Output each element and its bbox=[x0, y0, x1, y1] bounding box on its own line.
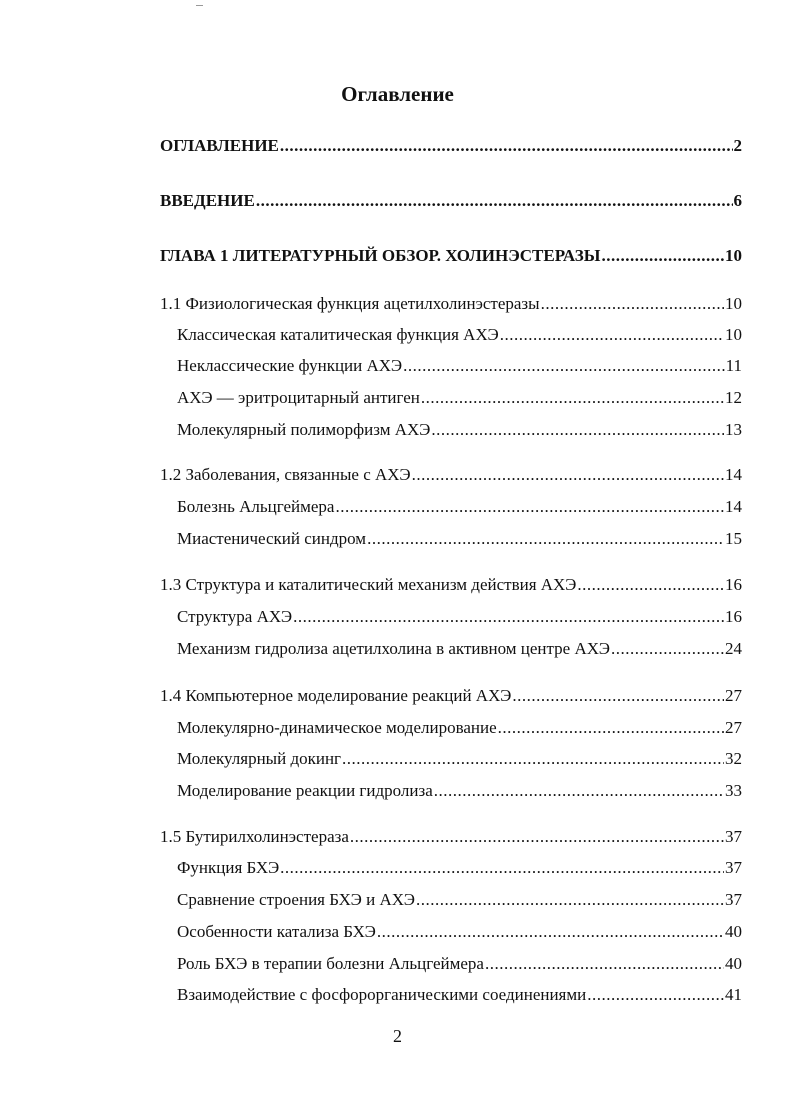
toc-entry-page: 11 bbox=[725, 356, 742, 375]
toc-entry[interactable] bbox=[160, 573, 742, 597]
toc-entry-page: 40 bbox=[725, 922, 742, 941]
toc-entry[interactable] bbox=[160, 189, 742, 213]
toc-leader-dots bbox=[350, 825, 724, 849]
toc-leader-dots bbox=[485, 952, 724, 976]
page-title: Оглавление bbox=[341, 82, 454, 106]
toc-entry-label: АХЭ — эритроцитарный антиген bbox=[177, 388, 420, 407]
toc-leader-dots bbox=[335, 495, 724, 519]
toc-entry-page: 16 bbox=[725, 575, 742, 594]
toc-entry-page: 37 bbox=[725, 890, 742, 909]
toc-entry-page: 10 bbox=[725, 325, 742, 344]
toc-entry-page: 13 bbox=[725, 420, 742, 439]
toc-entry[interactable] bbox=[177, 952, 742, 976]
toc-entry-page: 14 bbox=[725, 497, 742, 516]
toc-entry-page: 10 bbox=[725, 246, 742, 265]
toc-entry-label: Молекулярно-динамическое моделирование bbox=[177, 718, 497, 737]
toc-leader-dots bbox=[412, 463, 724, 487]
toc-leader-dots bbox=[293, 605, 724, 629]
toc-leader-dots bbox=[611, 637, 724, 661]
toc-entry-label: Классическая каталитическая функция АХЭ bbox=[177, 325, 499, 344]
page-number: 2 bbox=[393, 1026, 402, 1046]
toc-entry-label: 1.2 Заболевания, связанные с АХЭ bbox=[160, 465, 411, 484]
toc-leader-dots bbox=[403, 354, 725, 378]
toc-entry[interactable] bbox=[177, 495, 742, 519]
toc-leader-dots bbox=[587, 983, 724, 1007]
toc-entry[interactable] bbox=[177, 856, 742, 880]
toc-entry[interactable] bbox=[160, 825, 742, 849]
toc-entry[interactable] bbox=[177, 605, 742, 629]
toc-entry[interactable] bbox=[177, 779, 742, 803]
toc-entry-page: 41 bbox=[725, 985, 742, 1004]
toc-entry-label: Моделирование реакции гидролиза bbox=[177, 781, 433, 800]
toc-entry[interactable] bbox=[177, 354, 742, 378]
toc-leader-dots bbox=[500, 323, 724, 347]
toc-entry-page: 27 bbox=[725, 718, 742, 737]
toc-entry-label: Сравнение строения БХЭ и АХЭ bbox=[177, 890, 416, 909]
toc-entry-page: 37 bbox=[725, 827, 742, 846]
toc-entry-label: Взаимодействие с фосфорорганическими соединениями bbox=[177, 985, 587, 1004]
toc-entry[interactable] bbox=[177, 386, 742, 410]
toc-entry-label: ОГЛАВЛЕНИЕ bbox=[160, 136, 279, 155]
toc-entry-page: 10 bbox=[725, 294, 742, 313]
toc-entry[interactable] bbox=[177, 716, 742, 740]
toc-leader-dots bbox=[421, 386, 724, 410]
toc-leader-dots bbox=[342, 747, 724, 771]
toc-leader-dots bbox=[256, 189, 733, 213]
toc-entry-label: ГЛАВА 1 ЛИТЕРАТУРНЫЙ ОБЗОР. ХОЛИНЭСТЕРАЗЫ bbox=[160, 246, 601, 265]
toc-entry-label: Роль БХЭ в терапии болезни Альцгеймера bbox=[177, 954, 484, 973]
toc-entry-label: Особенности катализа БХЭ bbox=[177, 922, 376, 941]
toc-entry-page: 32 bbox=[725, 749, 742, 768]
toc-entry-label: 1.3 Структура и каталитический механизм действия АХЭ bbox=[160, 575, 577, 594]
toc-entry[interactable] bbox=[177, 323, 742, 347]
toc-entry[interactable] bbox=[177, 527, 742, 551]
scan-speck bbox=[196, 5, 203, 6]
toc-entry-page: 15 bbox=[725, 529, 742, 548]
toc-entry-page: 16 bbox=[725, 607, 742, 626]
toc-entry[interactable] bbox=[160, 463, 742, 487]
toc-leader-dots bbox=[498, 716, 724, 740]
toc-entry-label: 1.4 Компьютерное моделирование реакций АХЭ bbox=[160, 686, 512, 705]
toc-entry[interactable] bbox=[160, 684, 742, 708]
toc-entry-page: 14 bbox=[725, 465, 742, 484]
toc-leader-dots bbox=[431, 418, 724, 442]
toc-entry-page: 24 bbox=[725, 639, 742, 658]
toc-entry-label: Механизм гидролиза ацетилхолина в активном центре АХЭ bbox=[177, 639, 611, 658]
toc-entry[interactable] bbox=[160, 292, 742, 316]
toc-entry-label: Функция БХЭ bbox=[177, 858, 280, 877]
toc-entry-page: 37 bbox=[725, 858, 742, 877]
toc-entry-page: 40 bbox=[725, 954, 742, 973]
toc-leader-dots bbox=[280, 856, 724, 880]
toc-entry[interactable] bbox=[177, 983, 742, 1007]
toc-entry[interactable] bbox=[177, 920, 742, 944]
toc-entry-label: Молекулярный докинг bbox=[177, 749, 342, 768]
toc-entry-label: 1.1 Физиологическая функция ацетилхолинэстеразы bbox=[160, 294, 540, 313]
toc-entry[interactable] bbox=[160, 134, 742, 158]
toc-entry-page: 6 bbox=[733, 191, 742, 210]
toc-leader-dots bbox=[512, 684, 724, 708]
toc-entry-label: ВВЕДЕНИЕ bbox=[160, 191, 255, 210]
toc-leader-dots bbox=[416, 888, 724, 912]
toc-entry-label: Болезнь Альцгеймера bbox=[177, 497, 335, 516]
toc-entry-label: Миастенический синдром bbox=[177, 529, 367, 548]
toc-entry-page: 27 bbox=[725, 686, 742, 705]
toc-leader-dots bbox=[577, 573, 724, 597]
toc-entry-page: 33 bbox=[725, 781, 742, 800]
toc-entry[interactable] bbox=[177, 888, 742, 912]
toc-entry-page: 2 bbox=[733, 136, 742, 155]
toc-leader-dots bbox=[377, 920, 724, 944]
toc-entry-label: Молекулярный полиморфизм АХЭ bbox=[177, 420, 431, 439]
toc-leader-dots bbox=[280, 134, 733, 158]
toc-entry-label: Структура АХЭ bbox=[177, 607, 293, 626]
toc-entry[interactable] bbox=[177, 418, 742, 442]
toc-entry-label: Неклассические функции АХЭ bbox=[177, 356, 403, 375]
toc-entry[interactable] bbox=[177, 747, 742, 771]
toc-entry-label: 1.5 Бутирилхолинэстераза bbox=[160, 827, 349, 846]
toc-entry[interactable] bbox=[160, 244, 742, 268]
toc-entry[interactable] bbox=[177, 637, 742, 661]
toc-leader-dots bbox=[541, 292, 724, 316]
toc-leader-dots bbox=[434, 779, 724, 803]
toc-entry-page: 12 bbox=[725, 388, 742, 407]
toc-leader-dots bbox=[601, 244, 724, 268]
toc-leader-dots bbox=[367, 527, 724, 551]
